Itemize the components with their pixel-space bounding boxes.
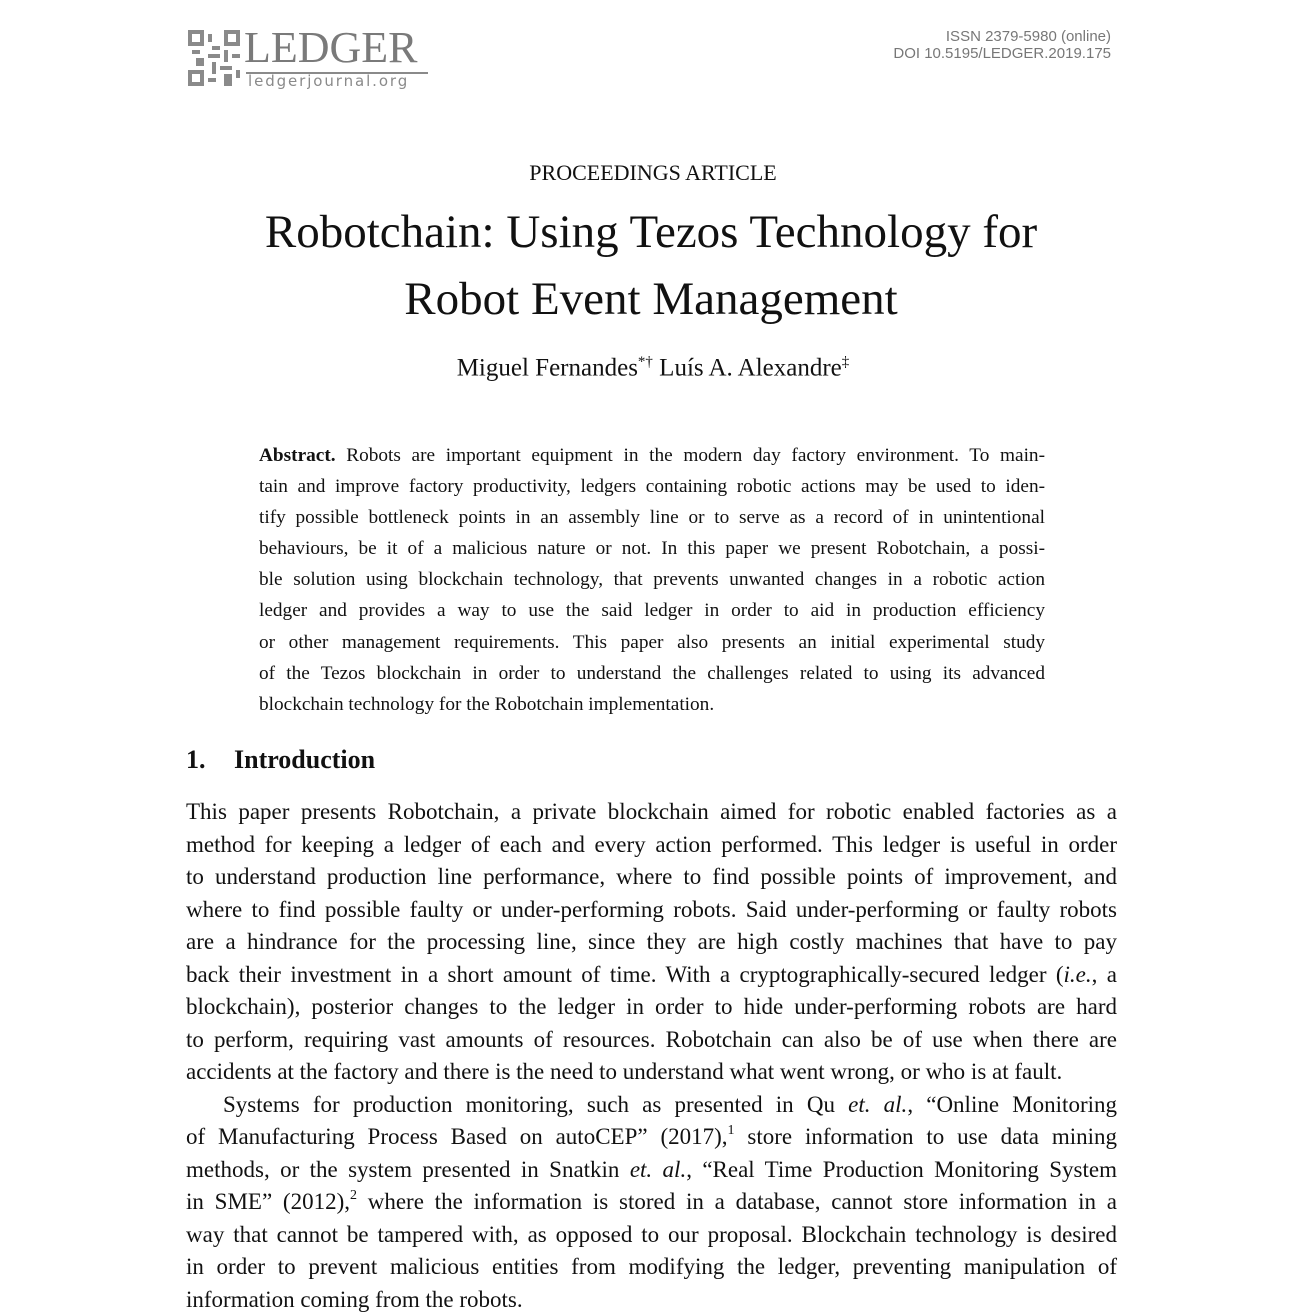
text-segment: tain and improve factory productivity, ledgers containing robotic actions may be used to iden- xyxy=(259,476,1045,497)
issn: ISSN 2379-5980 (online) xyxy=(893,28,1111,45)
qr-code-icon xyxy=(188,30,240,86)
title-line: Robotchain: Using Tezos Technology for xyxy=(0,199,1302,266)
text-line xyxy=(259,595,1045,626)
text-segment: of Manufacturing Process Based on autoCEP” (2017), xyxy=(186,1124,728,1149)
text-segment: Robots are important equipment in the modern day factory environment. To main- xyxy=(336,445,1045,466)
text-segment: are a hindrance for the processing line, since they are high costly machines that have to pay xyxy=(186,929,1117,954)
text-segment: information coming from the robots. xyxy=(186,1287,523,1312)
text-line xyxy=(259,689,1045,720)
text-line xyxy=(259,627,1045,658)
text-line xyxy=(186,1089,1117,1122)
text-segment: method for keeping a ledger of each and every action performed. This ledger is useful in order xyxy=(186,832,1117,857)
text-segment: in SME” (2012), xyxy=(186,1189,350,1214)
section-number: 1. xyxy=(186,745,234,775)
text-line xyxy=(186,1251,1117,1284)
title-line: Robot Event Management xyxy=(0,266,1302,333)
paragraph xyxy=(186,796,1117,1089)
text-line xyxy=(186,796,1117,829)
text-segment: back their investment in a short amount of time. With a cryptographically-secured ledger ( xyxy=(186,962,1064,987)
authors xyxy=(0,354,1306,382)
text-segment: ledger and provides a way to use the said ledger in order to aid in production efficiency xyxy=(259,600,1045,621)
text-segment: behaviours, be it of a malicious nature or not. In this paper we present Robotchain, a possi- xyxy=(259,538,1045,559)
text-segment: , “Online Monitoring xyxy=(907,1092,1117,1117)
section-title: Introduction xyxy=(234,745,375,774)
text-segment: to understand production line performance, where to find possible points of improvement, and xyxy=(186,864,1117,889)
text-segment: blockchain technology for the Robotchain implementation. xyxy=(259,694,714,715)
text-line xyxy=(186,1154,1117,1187)
footnote-ref[interactable]: 2 xyxy=(350,1188,357,1203)
doi: DOI 10.5195/LEDGER.2019.175 xyxy=(893,45,1111,62)
text-line xyxy=(259,502,1045,533)
text-line xyxy=(259,564,1045,595)
text-segment: where the information is stored in a database, cannot store information in a xyxy=(357,1189,1117,1214)
text-segment: , “Real Time Production Monitoring System xyxy=(686,1157,1117,1182)
text-segment: way that cannot be tampered with, as opposed to our proposal. Blockchain technology is desired xyxy=(186,1222,1117,1247)
text-segment: Systems for production monitoring, such as presented in Qu xyxy=(223,1092,848,1117)
footnote-ref[interactable]: 1 xyxy=(728,1123,735,1138)
article-type: PROCEEDINGS ARTICLE xyxy=(0,160,1306,186)
text-line xyxy=(186,1186,1117,1219)
text-segment: i.e. xyxy=(1064,962,1092,987)
text-segment: ble solution using blockchain technology, that prevents unwanted changes in a robotic action xyxy=(259,569,1045,590)
text-segment: or other management requirements. This paper also presents an initial experimental study xyxy=(259,632,1045,653)
text-line xyxy=(259,533,1045,564)
text-line xyxy=(259,471,1045,502)
paper-title xyxy=(0,199,1302,333)
text-segment: This paper presents Robotchain, a private blockchain aimed for robotic enabled factories as a xyxy=(186,799,1117,824)
text-segment: accidents at the factory and there is the need to understand what went wrong, or who is at fault. xyxy=(186,1059,1062,1084)
text-line xyxy=(259,658,1045,689)
section-heading xyxy=(186,745,375,775)
text-line xyxy=(186,1024,1117,1057)
author-name: Luís A. Alexandre xyxy=(659,354,842,381)
text-segment: blockchain), posterior changes to the ledger in order to hide under-performing robots are hard xyxy=(186,994,1117,1019)
text-line xyxy=(259,440,1045,471)
text-segment: in order to prevent malicious entities from modifying the ledger, preventing manipulation of xyxy=(186,1254,1117,1279)
text-segment: et. al. xyxy=(630,1157,686,1182)
text-segment: store information to use data mining xyxy=(735,1124,1117,1149)
text-line xyxy=(186,926,1117,959)
text-line xyxy=(186,894,1117,927)
paragraph xyxy=(186,1089,1117,1316)
author-name: Miguel Fernandes xyxy=(457,354,638,381)
abstract xyxy=(259,440,1045,720)
text-segment: to perform, requiring vast amounts of resources. Robotchain can also be of use when there are xyxy=(186,1027,1117,1052)
journal-identifiers xyxy=(893,28,1111,62)
logo-url: ledgerjournal.org xyxy=(248,72,409,90)
text-line xyxy=(186,861,1117,894)
text-line xyxy=(186,1219,1117,1252)
text-line xyxy=(186,959,1117,992)
body-text xyxy=(186,796,1117,1316)
author-mark: *† xyxy=(638,354,653,370)
text-segment: et. al. xyxy=(848,1092,907,1117)
text-segment: , a xyxy=(1092,962,1117,987)
text-line xyxy=(186,829,1117,862)
text-segment: Abstract. xyxy=(259,445,336,466)
text-line xyxy=(186,1121,1117,1154)
text-segment: tify possible bottleneck points in an assembly line or to serve as a record of in unintentional xyxy=(259,507,1045,528)
journal-logo[interactable] xyxy=(188,28,438,88)
text-segment: where to find possible faulty or under-performing robots. Said under-performing or faulty robots xyxy=(186,897,1117,922)
text-line xyxy=(186,991,1117,1024)
text-line xyxy=(186,1284,1117,1316)
logo-wordmark: LEDGER xyxy=(244,22,418,73)
text-segment: of the Tezos blockchain in order to understand the challenges related to using its advanced xyxy=(259,663,1045,684)
text-line xyxy=(186,1056,1117,1089)
text-segment: methods, or the system presented in Snatkin xyxy=(186,1157,630,1182)
author-mark: ‡ xyxy=(842,354,850,370)
